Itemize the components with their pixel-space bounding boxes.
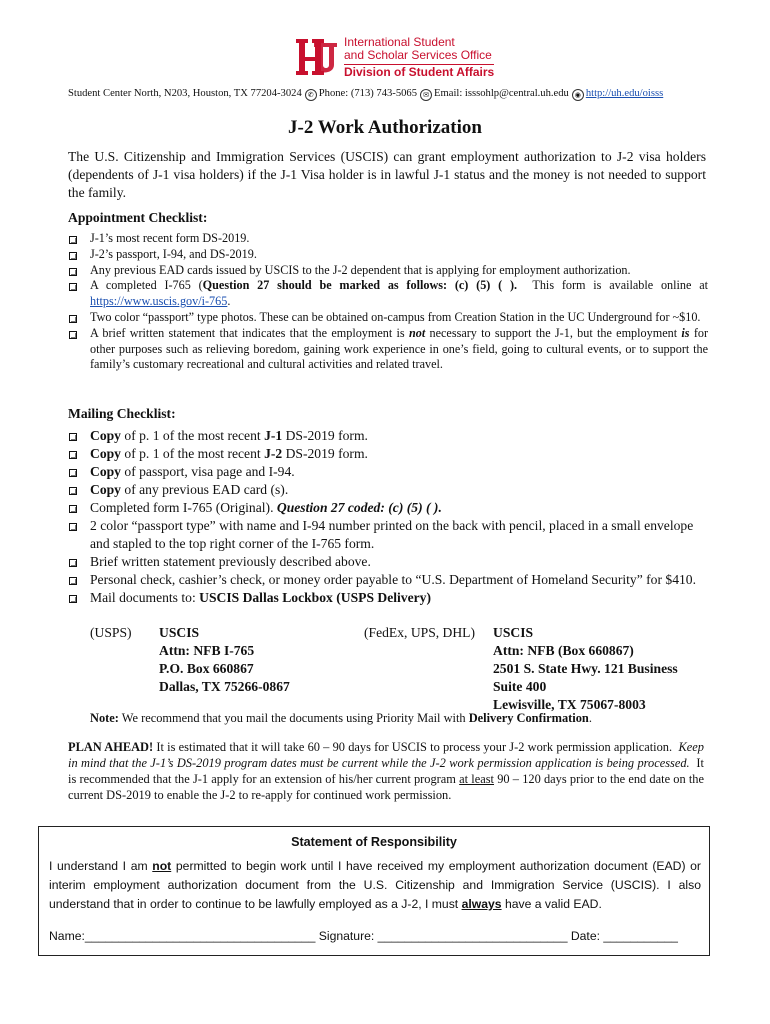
checkbox-icon	[69, 451, 77, 459]
contact-line	[68, 88, 708, 101]
org-line-1: International Student	[344, 34, 455, 49]
office-phone: Phone: (713) 743-5065	[318, 88, 418, 99]
list-item: Any previous EAD cards issued by USCIS to the J-2 dependent that is applying for employment authorization.	[68, 263, 708, 279]
checkbox-icon	[69, 252, 77, 260]
list-item: A completed I-765 (Question 27 should be marked as follows: (c) (5) ( ). This form is available online at https://www.uscis.gov/i-765.	[68, 278, 708, 310]
phone-icon: ✆	[305, 89, 317, 101]
statement-body: I understand I am not permitted to begin work until I have received my employment authorization document (EAD) or interim employment authorization document from the U.S. Citizenship and Immigration Service (USCIS). I also understand that in order to continue to be lawfully employed as a J-2, I must always have a valid EAD.	[49, 859, 701, 911]
statement-of-responsibility-box	[38, 826, 710, 956]
intro-paragraph: The U.S. Citizenship and Immigration Services (USCIS) can grant employment authorization to J-2 visa holders (dependents of J-1 visa holders) if the J-1 Visa holder is in lawful J-1 status and the money is not needed to support the family.	[68, 149, 706, 200]
list-item: J-1’s most recent form DS-2019.	[68, 231, 708, 247]
mailing-note: Note: We recommend that you mail the documents using Priority Mail with Delivery Confirmation.	[90, 711, 592, 725]
appointment-checklist	[68, 231, 708, 373]
checkbox-icon	[69, 433, 77, 441]
signature-line[interactable]: Name:__________________________________ Signature: ____________________________ Date: ___________	[49, 929, 678, 943]
list-item: 2 color “passport type” with name and I-94 number printed on the back with pencil, placed in a small envelope and stapled to the top right corner of the I-765 form.	[68, 517, 708, 553]
courier-address: USCIS Attn: NFB (Box 660867) 2501 S. State Hwy. 121 Business Suite 400 Lewisville, TX 75067-8003	[493, 625, 678, 712]
office-email: Email: isssohlp@central.uh.edu	[434, 88, 569, 99]
usps-label: (USPS)	[90, 625, 132, 640]
org-line-3: Division of Student Affairs	[344, 64, 495, 79]
checkbox-icon	[69, 595, 77, 603]
page-title: J-2 Work Authorization	[288, 117, 482, 138]
appointment-heading: Appointment Checklist:	[68, 210, 208, 225]
list-item: Copy of passport, visa page and I-94.	[68, 463, 708, 481]
list-item: Personal check, cashier’s check, or money order payable to “U.S. Department of Homeland Security” for $410.	[68, 571, 708, 589]
checkbox-icon	[69, 577, 77, 585]
list-item: Completed form I-765 (Original). Question 27 coded: (c) (5) ( ).	[68, 499, 708, 517]
list-item: Two color “passport” type photos. These can be obtained on-campus from Creation Station in the UC Underground for ~$10.	[68, 310, 708, 326]
org-line-2: and Scholar Services Office	[344, 47, 492, 62]
office-website-link[interactable]: http://uh.edu/oisss	[585, 88, 664, 99]
checkbox-icon	[69, 315, 77, 323]
statement-title: Statement of Responsibility	[291, 835, 457, 849]
list-item: Brief written statement previously described above.	[68, 553, 708, 571]
uh-logo-text	[344, 36, 494, 79]
checkbox-icon	[69, 505, 77, 513]
list-item: Copy of any previous EAD card (s).	[68, 481, 708, 499]
email-icon: ✉	[420, 89, 432, 101]
list-item: Copy of p. 1 of the most recent J-2 DS-2019 form.	[68, 445, 708, 463]
checkbox-icon	[69, 559, 77, 567]
uh-logo-mark-icon	[294, 35, 338, 79]
checkbox-icon	[69, 283, 77, 291]
mailing-checklist	[68, 427, 708, 607]
i765-link[interactable]: https://www.uscis.gov/i-765	[90, 294, 228, 309]
courier-label: (FedEx, UPS, DHL)	[364, 625, 476, 640]
mailing-heading: Mailing Checklist:	[68, 406, 176, 421]
checkbox-icon	[69, 331, 77, 339]
list-item: Mail documents to: USCIS Dallas Lockbox (USPS Delivery)	[68, 589, 708, 607]
web-icon: ◉	[572, 89, 584, 101]
checkbox-icon	[69, 523, 77, 531]
plan-ahead-paragraph: PLAN AHEAD! It is estimated that it will take 60 – 90 days for USCIS to process your J-2 work permission application. Keep in mind that the J-1’s DS-2019 program dates must be current while the J-2 work permission application is being processed. It is recommended that the J-1 apply for an extension of his/her current program at least 90 – 120 days prior to the end date on the current DS-2019 to enable the J-2 to re-apply for continued work permission.	[68, 740, 704, 802]
list-item: Copy of p. 1 of the most recent J-1 DS-2019 form.	[68, 427, 708, 445]
list-item: A brief written statement that indicates that the employment is not necessary to support the J-1, but the employment is for other purposes such as relieving boredom, gaining work experience in one’s field, going to cultural events, or to support the family’s customary recreational and cultural activities and related travel.	[68, 326, 708, 373]
list-item: J-2’s passport, I-94, and DS-2019.	[68, 247, 708, 263]
checkbox-icon	[69, 268, 77, 276]
checkbox-icon	[69, 469, 77, 477]
usps-address: USCIS Attn: NFB I-765 P.O. Box 660867 Dallas, TX 75266-0867	[159, 625, 290, 694]
checkbox-icon	[69, 487, 77, 495]
office-address: Student Center North, N203, Houston, TX 77204-3024	[68, 88, 302, 99]
uh-logo	[294, 34, 494, 80]
checkbox-icon	[69, 236, 77, 244]
